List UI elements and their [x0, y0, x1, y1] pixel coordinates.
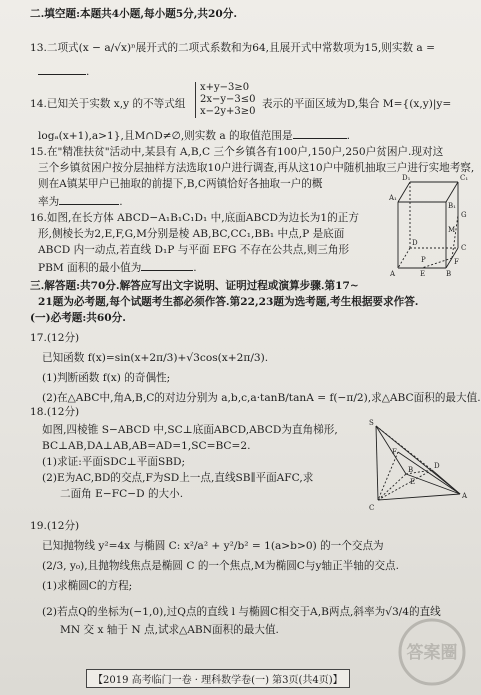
q17-line2: (1)判断函数 f(x) 的奇偶性;: [42, 372, 171, 384]
label-D: D: [412, 239, 418, 247]
answer-blank: [59, 194, 119, 205]
label-C1: C₁: [460, 174, 469, 182]
label-S: S: [369, 419, 374, 427]
q13-line1: 13.二项式(x − a/√x)ⁿ展开式的二项式系数和为64,且展开式中常数项为15,则实数 a =: [30, 42, 435, 54]
q16-line2: 形,侧棱长为2,E,F,G,M分别是棱 AB,BC,CC₁,BB₁ 中点,P 是底面: [38, 228, 345, 240]
q17-line1: 已知函数 f(x)=sin(x+2π/3)+√3cos(x+2π/3).: [42, 352, 269, 364]
q16-cuboid-figure: [388, 170, 478, 280]
q14-line1b: 表示的平面区域为D,集合 M={(x,y)|y=: [262, 98, 452, 110]
section-answer-heading-line2: 21题为必考题,每个试题考生都必须作答.第22,23题为选考题,考生根据要求作答.: [38, 296, 419, 308]
label-D: D: [434, 462, 440, 470]
q18-pyramid-figure: [368, 418, 474, 516]
q16-line4: PBM 面积的最小值为 .: [38, 262, 197, 274]
q18-line4: (2)E为AC,BD的交点,F为SD上一点,直线SB∥平面AFC,求: [42, 472, 314, 484]
q19-line1: 已知抛物线 y²=4x 与椭圆 C: x²/a² + y²/b² = 1(a>b>0) 的一个交点为: [42, 540, 384, 552]
q13-line2: .: [38, 64, 89, 79]
q14-line1: 14.已知关于实数 x,y 的不等式组: [30, 98, 186, 110]
q15-line4: 率为 .: [38, 196, 123, 208]
q19-line3: (1)求椭圆C的方程;: [42, 580, 133, 592]
watermark-text: 答案圈: [406, 643, 458, 663]
label-F: F: [454, 258, 459, 266]
page-footer: 【2019 高考临门一卷 · 理科数学卷(一) 第3页(共4页)】: [86, 669, 350, 688]
watermark-logo: [392, 612, 472, 692]
q15-line2: 三个乡镇贫困户按分层抽样方法选取10户进行调查,再从这10户中随机抽取三户进行实地考察,: [38, 162, 475, 174]
q18-line5: 二面角 E−FC−D 的大小.: [60, 488, 184, 500]
answer-blank: [141, 260, 193, 271]
label-A: A: [462, 492, 468, 500]
required-section-heading: (一)必考题:共60分.: [30, 312, 126, 324]
label-B: B: [408, 466, 414, 474]
label-A: A: [390, 270, 396, 278]
q14-inequality-system: x+y−3≥0 2x−y−3≤0 x−2y+3≥0: [195, 82, 256, 118]
q15-line1: 15.在"精准扶贫"活动中,某县有 A,B,C 三个乡镇各有100户,150户,250户贫困户.现对这: [30, 146, 444, 158]
label-B1: B₁: [448, 202, 456, 210]
label-D1: D₁: [402, 174, 411, 182]
q18-line3: (1)求证:平面SDC⊥平面SBD;: [42, 456, 186, 468]
label-G: G: [461, 211, 467, 219]
q16-line3: ABCD 内一动点,若直线 D₁P 与平面 EFG 不存在公共点,则三角形: [38, 244, 350, 256]
label-B: B: [446, 270, 452, 278]
label-C: C: [369, 504, 375, 512]
q19-line4: (2)若点Q的坐标为(−1,0),过Q点的直线 l 与椭圆C相交于A,B两点,斜率为√3/4的直线: [42, 606, 441, 618]
label-E: E: [420, 270, 426, 278]
q15-line3: 则在A镇某甲户已抽取的前提下,B,C两镇恰好各抽取一户的概: [38, 178, 323, 190]
q17-line3: (2)在△ABC中,角A,B,C的对边分别为 a,b,c,a·tanB/tanA = f(−π/2),求△ABC面积的最大值.: [42, 392, 481, 404]
q14-line2: logₐ(x+1),a>1},且M∩D≠∅,则实数 a 的取值范围是 .: [38, 130, 350, 142]
q18-line1: 如图,四棱锥 S−ABCD 中,SC⊥底面ABCD,ABCD为直角梯形,: [42, 424, 338, 436]
q18-heading: 18.(12分): [30, 406, 80, 418]
label-F: F: [392, 448, 397, 456]
section-answer-heading-line1: 三.解答题:共70分.解答应写出文字说明、证明过程或演算步骤.第17~: [30, 280, 359, 292]
label-C: C: [461, 244, 467, 252]
section-fill-blank-heading: 二.填空题:本题共4小题,每小题5分,共20分.: [30, 8, 238, 20]
q19-line2: (2/3, y₀),且抛物线焦点是椭圆 C 的一个焦点,M为椭圆C与y轴正半轴的交点.: [42, 560, 400, 572]
q17-heading: 17.(12分): [30, 332, 80, 344]
label-A1: A₁: [389, 194, 397, 202]
label-P: P: [421, 256, 426, 264]
label-M: M: [448, 226, 456, 234]
q19-heading: 19.(12分): [30, 520, 80, 532]
label-E: E: [410, 478, 416, 486]
q19-line5: MN 交 x 轴于 N 点,试求△ABN面积的最大值.: [60, 624, 279, 636]
answer-blank: [38, 64, 86, 75]
answer-blank: [293, 128, 347, 139]
q18-line2: BC⊥AB,DA⊥AB,AB=AD=1,SC=BC=2.: [42, 440, 251, 452]
q16-line1: 16.如图,在长方体 ABCD−A₁B₁C₁D₁ 中,底面ABCD为边长为1的正方: [30, 212, 359, 224]
